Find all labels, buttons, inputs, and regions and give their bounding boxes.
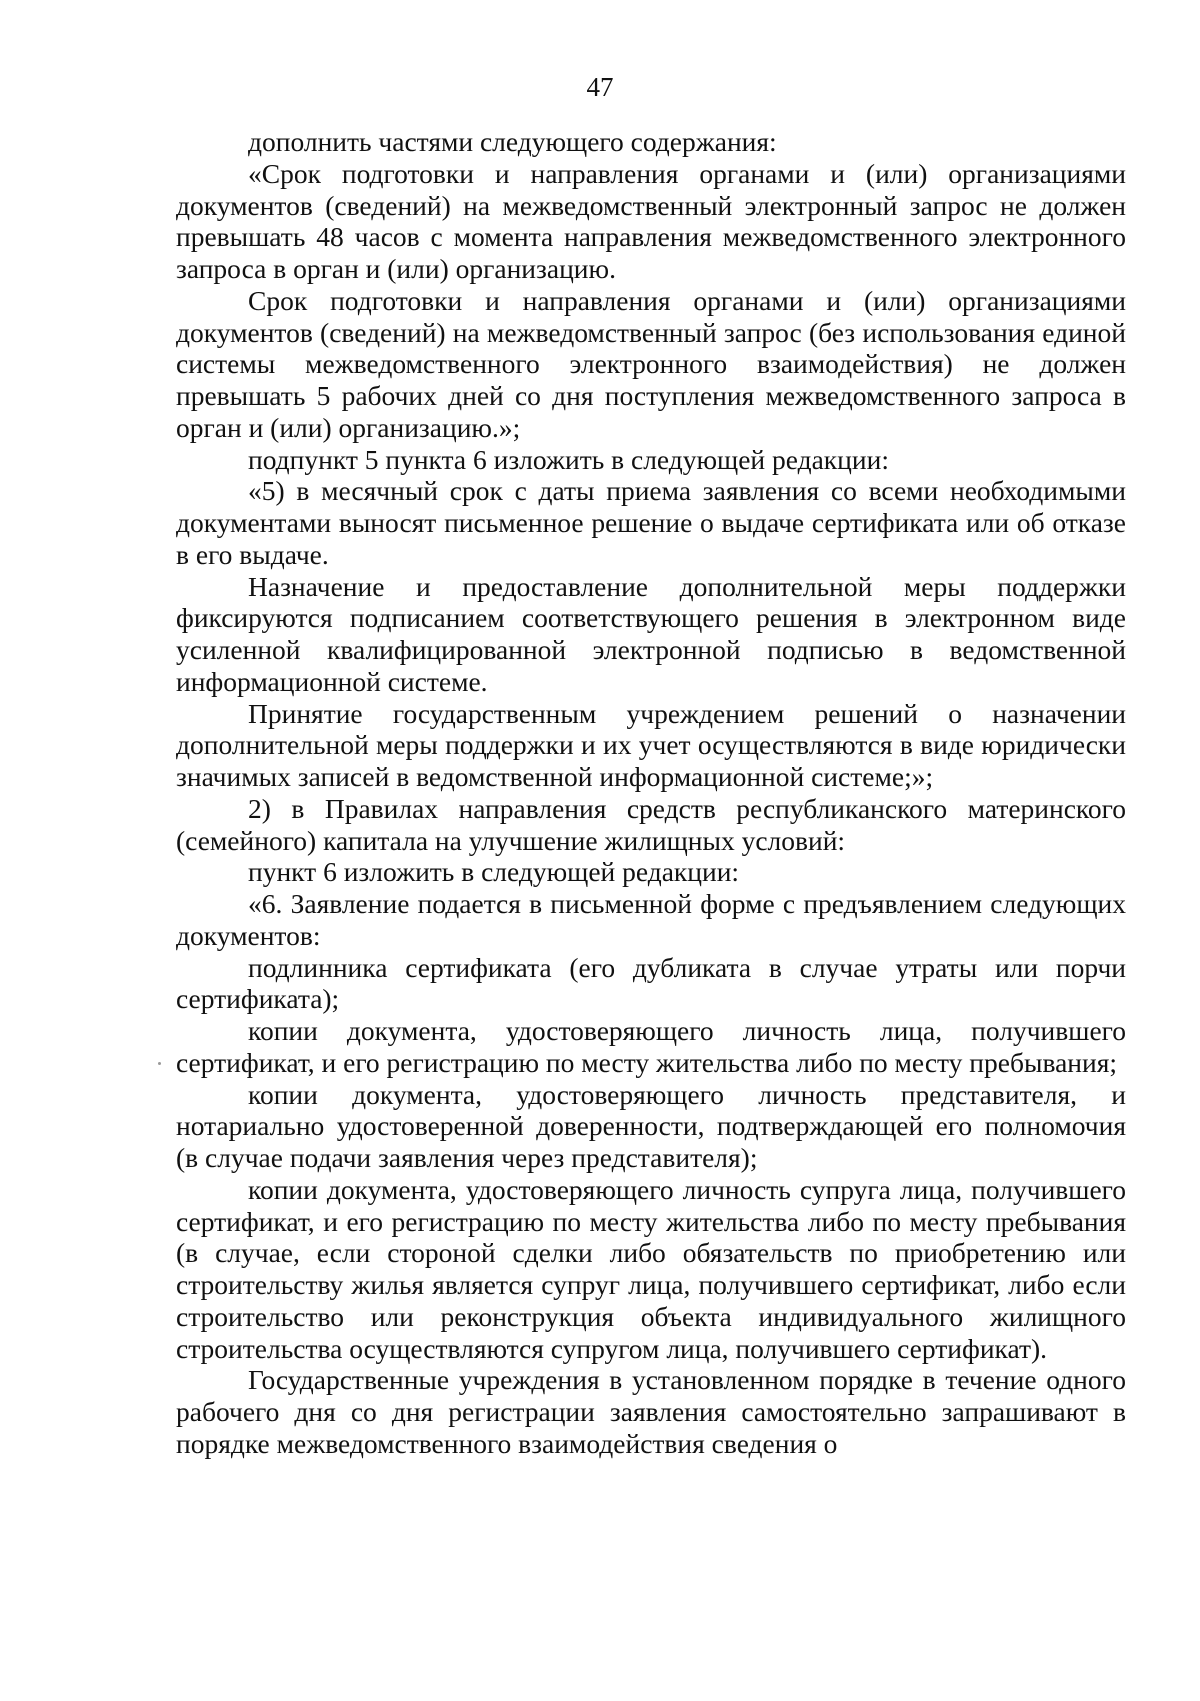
scan-artifact [158, 1062, 161, 1065]
paragraph: 2) в Правилах направления средств республиканского материнского (семейного) капитала на улучшение жилищных условий: [176, 792, 1126, 856]
document-body [176, 126, 1126, 1460]
paragraph: «6. Заявление подается в письменной форме с предъявлением следующих документов: [176, 888, 1126, 951]
paragraph: подпункт 5 пункта 6 изложить в следующей редакции: [248, 443, 889, 475]
paragraph: Государственные учреждения в установленном порядке в течение одного рабочего дня со дня регистрации заявления самостоятельно запрашивают в порядке межведомственного взаимодействия сведения о [176, 1364, 1126, 1459]
paragraph: Назначение и предоставление дополнительной меры поддержки фиксируются подписанием соответствующего решения в электронном виде усиленной квалифицированной электронной подписью в ведомственной информационной системе. [176, 570, 1126, 697]
paragraph: «5) в месячный срок с даты приема заявления со всеми необходимыми документами выносят письменное решение о выдаче сертификата или об отказе в его выдаче. [176, 475, 1126, 570]
paragraph: копии документа, удостоверяющего личность представителя, и нотариально удостоверенной доверенности, подтверждающей его полномочия (в случае подачи заявления через представителя); [176, 1078, 1126, 1173]
paragraph: копии документа, удостоверяющего личность супруга лица, получившего сертификат, и его регистрацию по месту жительства либо по месту пребывания (в случае, если стороной сделки либо обязательств по приобретению или строительству жилья является супруг лица, получившего сертификат, либо если строительство или реконструкция объекта индивидуального жилищного строительства осуществляются супругом лица, получившего сертификат). [176, 1173, 1126, 1364]
page-number: 47 [586, 72, 614, 102]
paragraph: дополнить частями следующего содержания: [248, 126, 777, 157]
paragraph: копии документа, удостоверяющего личность лица, получившего сертификат, и его регистрацию по месту жительства либо по месту пребывания; [176, 1015, 1126, 1078]
paragraph: пункт 6 изложить в следующей редакции: [248, 856, 740, 888]
paragraph: Срок подготовки и направления органами и (или) организациями документов (сведений) на межведомственный запрос (без использования единой системы межведомственного электронного взаимодействия) не должен превышать 5 рабочих дней со дня поступления межведомственного запроса в орган и (или) организацию.»; [176, 284, 1126, 443]
paragraph: Принятие государственным учреждением решений о назначении дополнительной меры поддержки и их учет осуществляются в виде юридически значимых записей в ведомственной информационной системе;»; [176, 697, 1126, 792]
paragraph: «Срок подготовки и направления органами и (или) организациями документов (сведений) на межведомственный электронный запрос не должен превышать 48 часов с момента направления межведомственного электронного запроса в орган и (или) организацию. [176, 157, 1126, 284]
paragraph: подлинника сертификата (его дубликата в случае утраты или порчи сертификата); [176, 951, 1126, 1015]
